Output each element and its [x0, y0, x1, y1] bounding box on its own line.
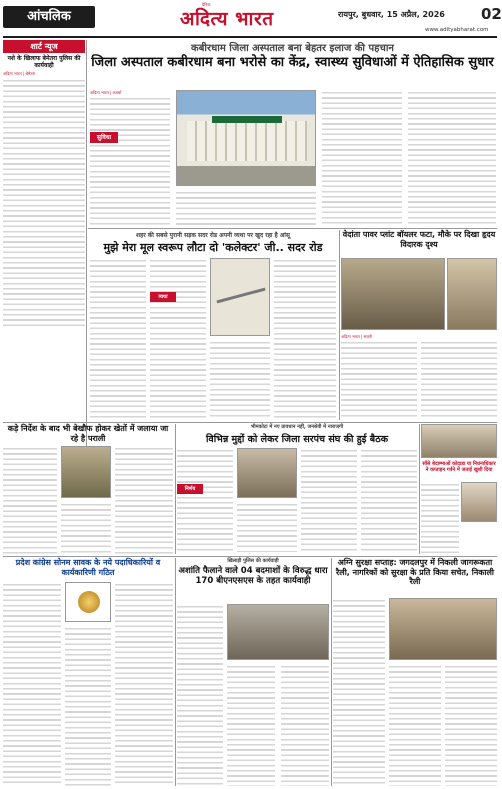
collector-col3 — [210, 340, 270, 418]
vedanta-headline: वेदांता पावर प्लांट बॉयलर फटा, मौके पर दिखा हृदय विदारक दृश्य — [342, 230, 496, 249]
collector-col2 — [150, 258, 206, 418]
sona-logo-photo — [65, 582, 111, 622]
main-story-subhead: सुविधा — [90, 132, 118, 143]
collector-divider — [339, 230, 340, 420]
main-story-headline: जिला अस्पताल कबीरधाम बना भरोसे का केंद्र, स्वास्थ्य सुविधाओं में ऐतिहासिक सुधार — [91, 55, 494, 70]
sona-story — [3, 558, 173, 786]
hospital-sign — [212, 116, 282, 123]
section-tab: आंचलिक — [3, 6, 95, 28]
short-news-body — [3, 78, 85, 328]
sarpanch-kicker: भीमकोटा में नए प्रावधान नहीं, जनसेवी में नाराजगी — [250, 424, 344, 430]
short-news-title: शार्ट न्यूज — [3, 40, 85, 53]
sarpanch-col4 — [361, 448, 417, 552]
profile-heading: साँसे बेदाम्भाओं कोदाडा या निधनाधिकार ने कप्ताहन गर्वने में जताई खुशी दिया — [422, 461, 496, 473]
sona-logo-emblem — [78, 591, 100, 613]
road-line — [216, 288, 265, 304]
police-story — [177, 558, 329, 786]
stubble-col2 — [61, 502, 111, 554]
fire-story — [333, 558, 497, 786]
website[interactable]: www.adityabharat.com — [425, 27, 489, 33]
sona-heading: प्रदेश कांग्रेस सोनम सावक के नये पदाधिकारियों व कार्यकारिणी गठित — [15, 558, 161, 577]
profile-story — [421, 424, 497, 554]
sarpanch-divider — [419, 424, 420, 554]
sarpanch-meeting-photo — [237, 448, 297, 498]
sarpanch-col2 — [237, 502, 297, 552]
page-number: 02 — [481, 5, 502, 23]
boiler-blast-photo — [341, 258, 445, 330]
vedanta-col2 — [421, 340, 497, 418]
profile-photo — [421, 424, 497, 458]
collector-story — [88, 230, 338, 420]
main-story-col2 — [176, 190, 316, 226]
stubble-story — [3, 424, 173, 554]
fire-col1 — [333, 598, 385, 786]
vedanta-byline: अदित्य भारत | सक्ती — [341, 334, 372, 339]
short-news-column — [3, 40, 85, 485]
road-map-photo — [210, 258, 270, 336]
main-story-byline: अदित्य भारत | कवर्धा — [90, 90, 122, 95]
fire-headline: अग्नि सुरक्षा सप्ताह: जगदलपुर में निकली जागरूकता रैली, नागरिकों को सुरक्षा के प्रति किया सचेत, निकाली रैली — [336, 558, 494, 586]
main-story-col3 — [322, 90, 402, 226]
sona-col3 — [115, 582, 173, 786]
main-story-col1 — [90, 96, 170, 226]
fire-rally-photo — [389, 598, 497, 660]
sarpanch-col1 — [177, 448, 233, 552]
stubble-col3 — [115, 446, 173, 554]
sona-col1 — [3, 582, 61, 786]
sarpanch-subhead: निर्णय — [177, 484, 203, 494]
police-headline: अशांति फैलाने वाले 04 बदमाशों के विरुद्ध धारा 170 बीएनएसएस के तहत कार्यवाही — [178, 566, 328, 586]
hospital-building — [187, 121, 307, 161]
collector-kicker: शहर की सबसे पुरानी सड़क सदर रोड अपनी व्यथा पर खुद रहा है आंसू — [136, 232, 290, 239]
collector-headline: मुझे मेरा मूल स्वरूप लौटा दो 'कलेक्टर' जी.. सदर रोड — [103, 241, 323, 254]
sona-col2 — [65, 626, 111, 786]
main-story-kicker: कबीरधाम जिला अस्पताल बना बेहतर इलाज की पहचान — [191, 43, 394, 54]
profile-body — [421, 482, 459, 554]
sidebar-divider — [86, 40, 87, 488]
stubble-col1 — [3, 446, 57, 554]
sarpanch-col3 — [301, 448, 357, 552]
police-col3 — [281, 664, 329, 786]
logo-name: अदित्य भारत — [180, 8, 274, 30]
sarpanch-headline: विभिन्न मुद्दों को लेकर जिला सरपंच संघ की हुई बैठक — [205, 434, 389, 445]
vedanta-col1 — [341, 340, 417, 418]
stubble-headline: कड़े निर्देश के बाद भी बेखौफ होकर खेतों में जलाया जा रहे है पराली — [7, 424, 169, 443]
police-accused-photo — [227, 604, 329, 660]
collector-subhead: व्यथा — [150, 292, 176, 302]
dateline: रायपुर, बुधवार, 15 अप्रैल, 2026 — [338, 10, 445, 19]
police-kicker: खिलाड़ी पुलिस की कार्यवाही — [227, 558, 279, 564]
profile-portrait — [461, 482, 497, 522]
rule-3 — [3, 556, 497, 557]
main-story-col4 — [408, 90, 496, 226]
short-news-byline: अदित्य भारत | बेमेतरा — [3, 71, 36, 76]
stubble-divider — [175, 424, 176, 554]
boiler-inset-photo — [447, 258, 497, 330]
fire-col3 — [445, 664, 497, 786]
sona-divider — [175, 558, 176, 786]
stubble-photo — [61, 446, 111, 498]
masthead — [0, 0, 500, 38]
police-col1 — [177, 604, 223, 786]
collector-col1 — [90, 258, 146, 418]
fire-col2 — [389, 664, 441, 786]
hospital-photo — [176, 90, 316, 186]
newspaper-logo — [180, 2, 320, 32]
collector-col4 — [274, 258, 336, 418]
masthead-rule — [3, 36, 497, 38]
logo-tag: दैनिक — [202, 2, 211, 7]
main-story — [88, 40, 497, 226]
short-news-lead-heading: नशे के खिलाफ बेमेतरा पुलिस की कार्यवाही — [7, 55, 81, 69]
rule-2 — [3, 422, 497, 423]
sarpanch-story — [177, 424, 417, 554]
police-col2 — [227, 664, 275, 786]
rule-1 — [88, 228, 497, 229]
vedanta-story — [341, 230, 497, 420]
police-divider — [331, 558, 332, 786]
